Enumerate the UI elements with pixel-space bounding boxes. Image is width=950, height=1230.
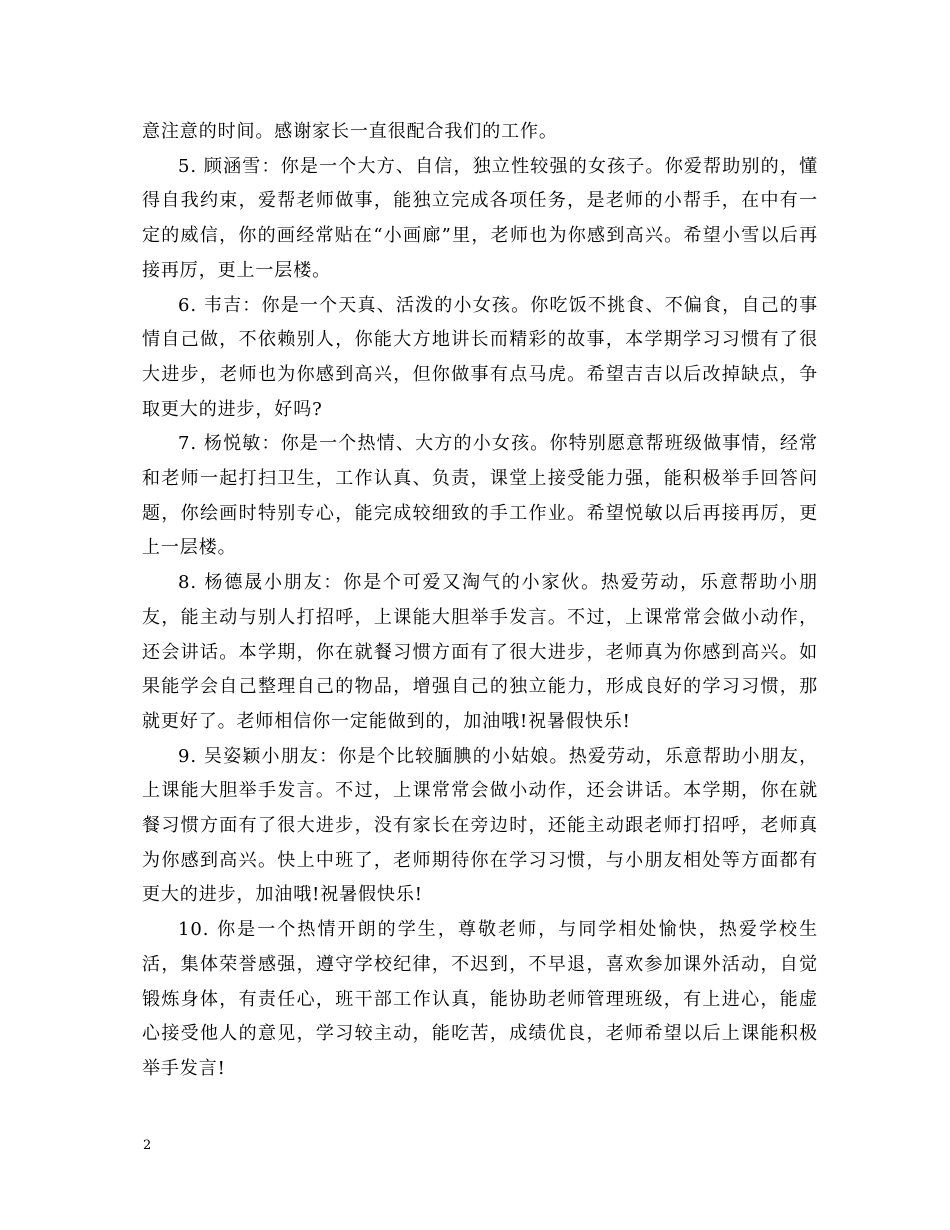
paragraph-continuation: 意注意的时间。感谢家长一直很配合我们的工作。	[142, 121, 558, 142]
document-body	[142, 115, 818, 1087]
paragraph-comment-8: 8. 杨德晟小朋友：你是个可爱又淘气的小家伙。热爱劳动，乐意帮助小朋友，能主动与别人打招呼，上课能大胆举手发言。不过，上课常常会做小动作，还会讲话。本学期，你在就餐习惯方面有了很大进步，老师真为你感到高兴。如果能学会自己整理自己的物品，增强自己的独立能力，形成良好的学习习惯，那就更好了。老师相信你一定能做到的，加油哦!祝暑假快乐!	[142, 572, 818, 732]
paragraph-comment-10: 10. 你是一个热情开朗的学生，尊敬老师，与同学相处愉快，热爱学校生活，集体荣誉感强，遵守学校纪律，不迟到，不早退，喜欢参加课外活动，自觉锻炼身体，有责任心，班干部工作认真，能协助老师管理班级，有上进心，能虚心接受他人的意见，学习较主动，能吃苦，成绩优良，老师希望以后上课能积极举手发言!	[142, 919, 818, 1079]
paragraph-comment-5: 5. 顾涵雪：你是一个大方、自信，独立性较强的女孩子。你爱帮助别的，懂得自我约束，爱帮老师做事，能独立完成各项任务，是老师的小帮手，在中有一定的威信，你的画经常贴在“小画廊”里，老师也为你感到高兴。希望小雪以后再接再厉，更上一层楼。	[142, 155, 818, 281]
paragraph-comment-9: 9. 吴姿颖小朋友：你是个比较腼腆的小姑娘。热爱劳动，乐意帮助小朋友，上课能大胆举手发言。不过，上课常常会做小动作，还会讲话。本学期，你在就餐习惯方面有了很大进步，没有家长在旁边时，还能主动跟老师打招呼，老师真为你感到高兴。快上中班了，老师期待你在学习习惯，与小朋友相处等方面都有更大的进步，加油哦!祝暑假快乐!	[142, 745, 818, 906]
paragraph-comment-6: 6. 韦吉：你是一个天真、活泼的小女孩。你吃饭不挑食、不偏食，自己的事情自己做，不依赖别人，你能大方地讲长而精彩的故事，本学期学习习惯有了很大进步，老师也为你感到高兴，但你做事有点马虎。希望吉吉以后改掉缺点，争取更大的进步，好吗?	[142, 294, 818, 420]
page-number: 2	[143, 1138, 152, 1153]
paragraph-comment-7: 7. 杨悦敏：你是一个热情、大方的小女孩。你特别愿意帮班级做事情，经常和老师一起打扫卫生，工作认真、负责，课堂上接受能力强，能积极举手回答问题，你绘画时特别专心，能完成较细致的手工作业。希望悦敏以后再接再厉，更上一层楼。	[142, 433, 818, 559]
